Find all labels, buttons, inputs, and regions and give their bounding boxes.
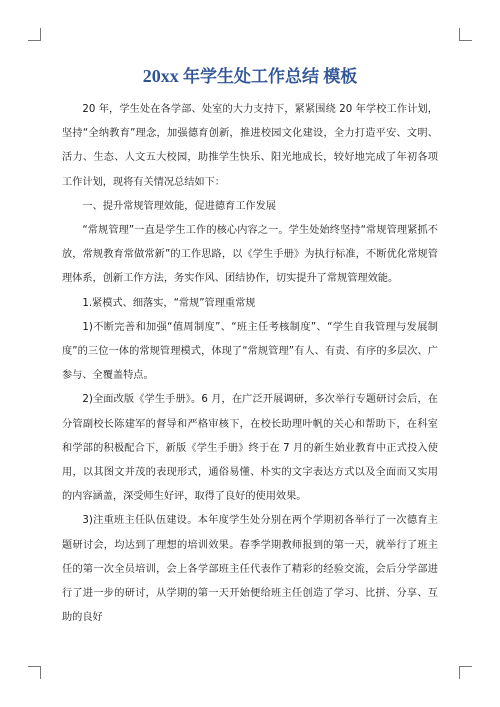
document-title <box>0 62 500 87</box>
paragraph-item-1: 1)不断完善和加强“值周制度”、“班主任考核制度”、“学生自我管理与发展制度”的三位一体的常规管理模式，体现了“常规管理”有人、有责、有序的多层次、广参与、全覆盖特点。 <box>62 321 438 382</box>
title-year: 20xx <box>142 66 179 86</box>
subheading-1: 1.紧模式、细落实，“常规”管理重常规 <box>82 297 256 309</box>
title-text: 年学生处工作总结 模板 <box>178 67 358 86</box>
crop-mark-bottom-left <box>28 666 41 679</box>
document-body <box>62 98 438 630</box>
crop-mark-top-right <box>459 28 472 41</box>
crop-mark-top-left <box>28 28 41 41</box>
section-heading-1: 一、提升常规管理效能，促进德育工作发展 <box>82 200 276 212</box>
paragraph-item-2: 2)全面改版《学生手册》。6 月，在广泛开展调研，多次举行专题研讨会后，在分管副校长陈建军的督导和严格审核下，在校长助理叶帆的关心和帮助下，在科室和学部的积极配合下，新版《学生手册》终于在 7 月的新生始业教育中正式投入使用，以其图文并茂的表现形式，通俗易懂、朴实的文字表达方式以及全面而又实用的内容涵盖，深受师生好评，取得了良好的使用效果。 <box>62 394 438 503</box>
paragraph-item-3: 3)注重班主任队伍建设。本年度学生处分别在两个学期初各举行了一次德育主题研讨会，均达到了理想的培训效果。春季学期教师报到的第一天，就举行了班主任的第一次全员培训，会上各学部班主任代表作了精彩的经验交流，会后分学部进行了进一步的研讨，从学期的第一天开始便给班主任创造了学习、比拼、分享、互助的良好 <box>62 515 438 624</box>
paragraph-intro: 20 年，学生处在各学部、处室的大力支持下，紧紧围绕 20 年学校工作计划，坚持“全纳教育”理念，加强德育创新，推进校园文化建设，全力打造平安、文明、活力、生态、人文五大校园，助推学生快乐、阳光地成长，较好地完成了年初各项工作计划，现将有关情况总结如下： <box>62 104 438 188</box>
paragraph-routine-management: “常规管理”一直是学生工作的核心内容之一。学生处始终坚持“常规管理紧抓不放，常规教育常做常新”的工作思路，以《学生手册》为执行标准，不断优化常规管理体系，创新工作方法，务实作风、团结协作，切实提升了常规管理效能。 <box>62 225 438 285</box>
crop-mark-bottom-right <box>459 666 472 679</box>
